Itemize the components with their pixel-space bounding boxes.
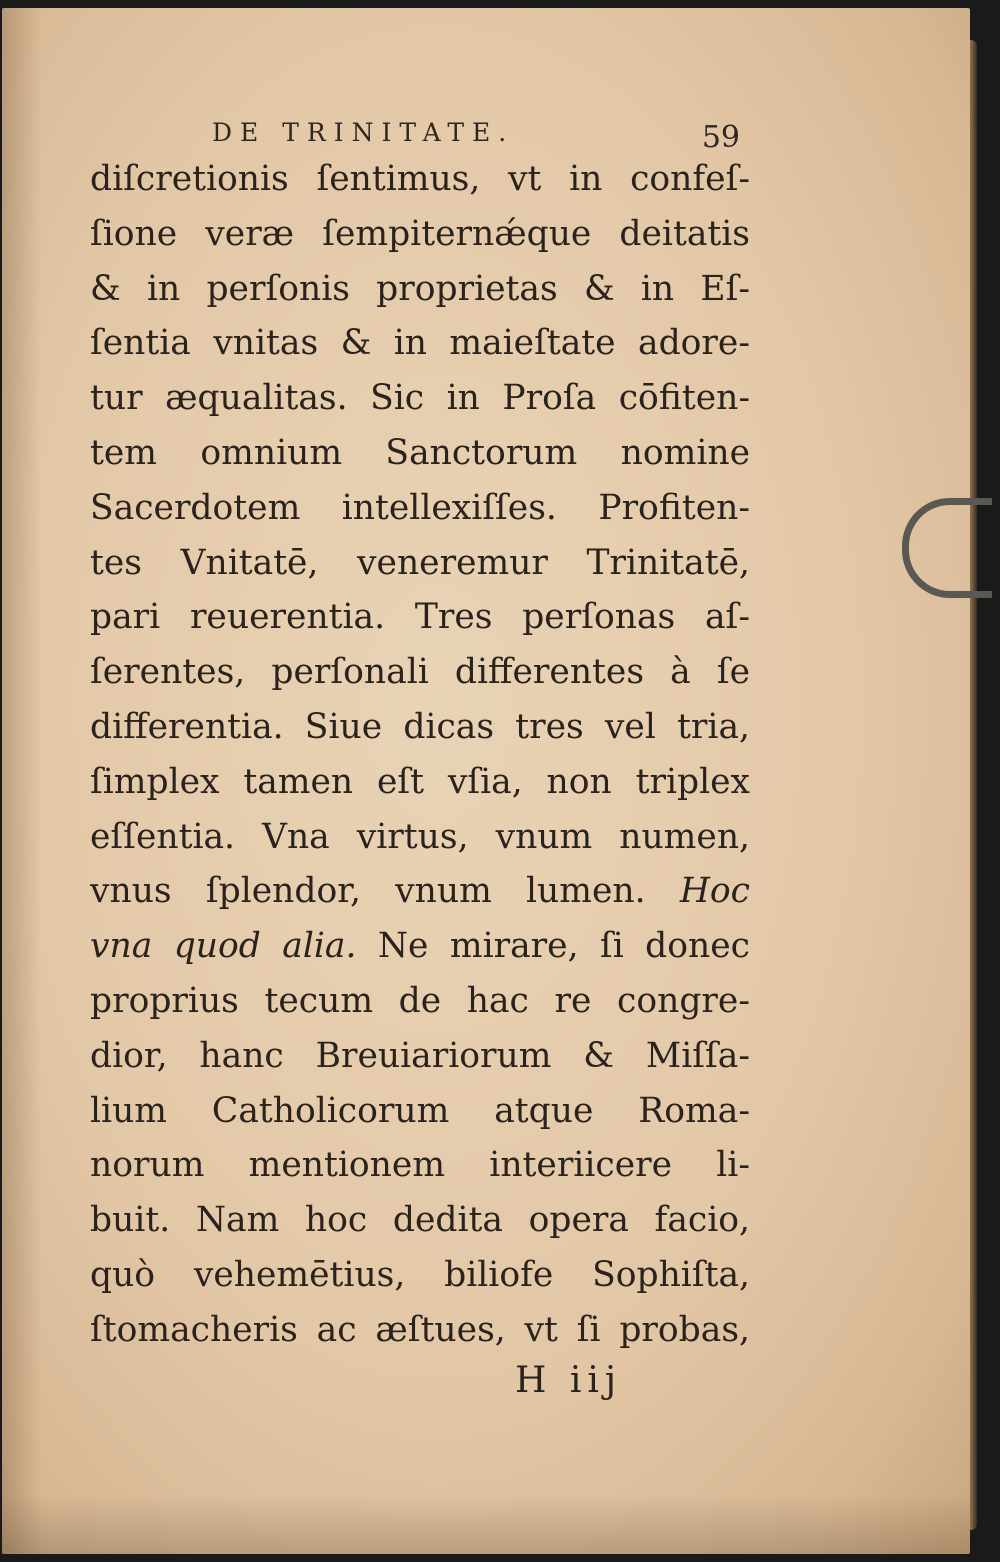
body-text bbox=[90, 152, 750, 1358]
text-line-mixed bbox=[90, 864, 750, 919]
text-line: pari reuerentia. Tres perſonas aſ- bbox=[90, 597, 750, 638]
text-line: quò vehemētius, biliofe Sophiſta, bbox=[90, 1254, 750, 1295]
signature-mark: H iij bbox=[515, 1360, 623, 1401]
italic-segment: vna quod alia. bbox=[90, 926, 357, 967]
text-line: eſſentia. Vna virtus, vnum numen, bbox=[90, 816, 750, 857]
text-line: ſerentes, perſonali differentes à ſe bbox=[90, 652, 750, 693]
text-line: differentia. Siue dicas tres vel tria, bbox=[90, 706, 750, 747]
italic-segment: Hoc bbox=[679, 871, 750, 912]
text-line: norum mentionem interiicere li- bbox=[90, 1145, 750, 1186]
text-line: diſcretionis ſentimus, vt in confeſ- bbox=[90, 159, 750, 199]
text-line-mixed bbox=[90, 919, 750, 974]
text-segment: vnus ſplendor, vnum lumen. bbox=[90, 871, 680, 912]
text-line: ſimplex tamen eſt vſia, non triplex bbox=[90, 761, 750, 802]
page-number: 59 bbox=[701, 120, 740, 155]
page-clip bbox=[902, 498, 992, 598]
text-line: dior, hanc Breuiariorum & Miſſa- bbox=[90, 1035, 750, 1076]
text-line: ſentia vnitas & in maieſtate adore- bbox=[90, 323, 750, 364]
gutter-shadow bbox=[2, 8, 42, 1554]
bottom-shadow bbox=[2, 1494, 970, 1554]
text-line: tes Vnitatē, veneremur Trinitatē, bbox=[90, 542, 750, 583]
text-segment: Ne mirare, ſi donec bbox=[356, 926, 750, 967]
text-line: proprius tecum de hac re congre- bbox=[90, 980, 750, 1021]
text-line: buit. Nam hoc dedita opera facio, bbox=[90, 1200, 750, 1241]
text-line: ſtomacheris ac æſtues, vt ſi probas, bbox=[90, 1309, 750, 1350]
text-line: tem omnium Sanctorum nomine bbox=[90, 432, 750, 473]
text-line: ſione veræ ſempiternǽque deitatis bbox=[90, 213, 750, 254]
text-line: tur æqualitas. Sic in Proſa cōfiten- bbox=[90, 378, 750, 419]
text-line: lium Catholicorum atque Roma- bbox=[90, 1090, 750, 1131]
running-head: DE TRINITATE. bbox=[212, 118, 515, 147]
text-line: & in perſonis proprietas & in Eſ- bbox=[90, 268, 750, 309]
text-line: Sacerdotem intellexiſſes. Profiten- bbox=[90, 487, 750, 528]
